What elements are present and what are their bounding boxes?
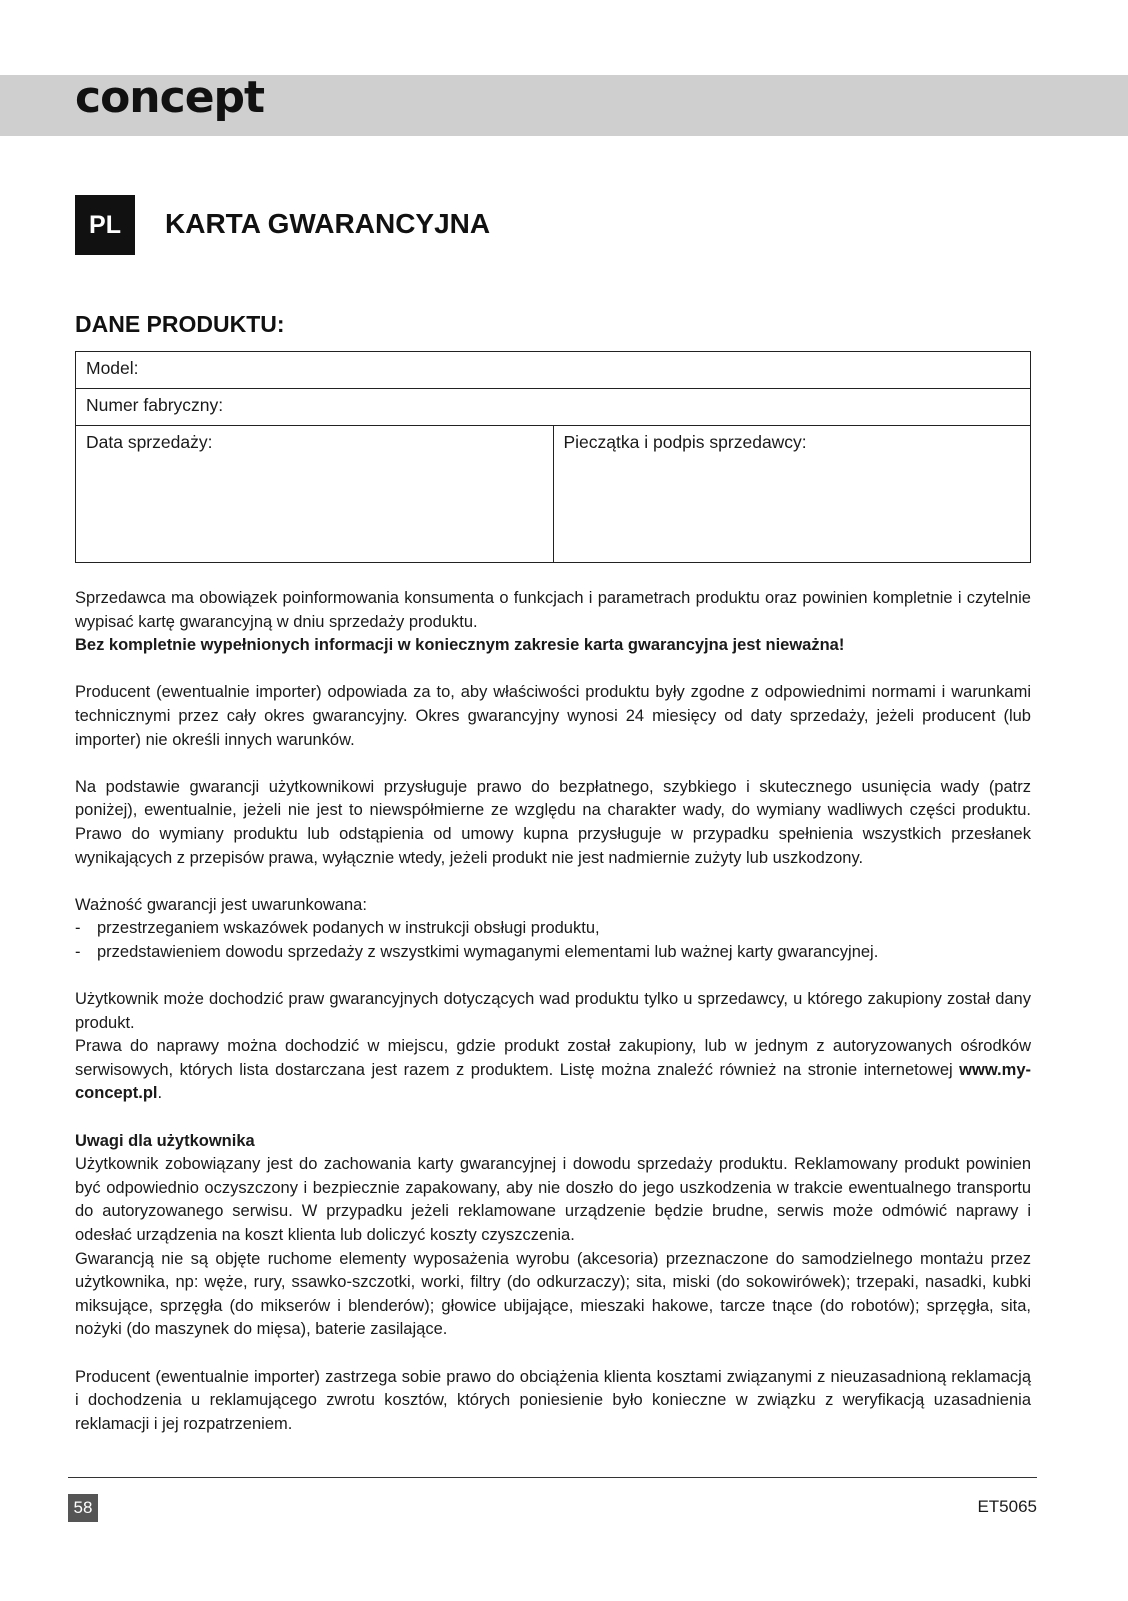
website-link[interactable]: www.my-concept.pl [75, 1060, 1031, 1103]
page-number: 58 [68, 1494, 98, 1522]
list-item: - przestrzeganiem wskazówek podanych w instrukcji obsługi produktu, [75, 919, 600, 938]
paragraph-exclusions: Gwarancją nie są objęte ruchome elementy wyposażenia wyrobu (akcesoria) przeznaczone do samodzielnego montażu przez użytkownika, np: węże, rury, ssawko-szczotki, worki, filtry (do odkurzaczy); sita, miski (do sokowirówek); trzepaki, nasadki, kubki miksujące, sprzęgła (do mikserów i blenderów); głowice ubijające, mieszaki hakowe, tarcze tnące (do robotów); sprzęgła, sita, nożyki (do maszynek do mięsa), baterie zasilające. [75, 1249, 1031, 1339]
list-item-text: przestrzeganiem wskazówek podanych w instrukcji obsługi produktu, [97, 919, 600, 938]
sale-date-field: Data sprzedaży: [76, 426, 554, 563]
serial-number-field: Numer fabryczny: [76, 389, 1031, 426]
validity-conditions-list [75, 917, 1031, 964]
model-field: Model: [76, 352, 1031, 389]
seller-stamp-field: Pieczątka i podpis sprzedawcy: [553, 426, 1031, 563]
paragraph-validity-intro: Ważność gwarancji jest uwarunkowana: [75, 895, 367, 914]
warranty-terms [75, 587, 1031, 1460]
paragraph-repair-location [75, 1035, 1031, 1106]
paragraph-warning: Bez kompletnie wypełnionych informacji w koniecznym zakresie karta gwarancyjna jest nieważna! [75, 636, 845, 655]
repair-location-end: . [157, 1084, 163, 1103]
list-item-text: przedstawieniem dowodu sprzedaży z wszystkimi wymaganymi elementami lub ważnej karty gwarancyjnej. [97, 942, 879, 961]
paragraph-seller-duty: Sprzedawca ma obowiązek poinformowania konsumenta o funkcjach i parametrach produktu oraz powinien kompletnie i czytelnie wypisać kartę gwarancyjną w dniu sprzedaży produktu. [75, 589, 1031, 631]
paragraph-rights: Na podstawie gwarancji użytkownikowi przysługuje prawo do bezpłatnego, szybkiego i skutecznego usunięcia wady (patrz poniżej), ewentualnie, jeżeli nie jest to niewspółmierne ze względu na charakter wady, do wymiany wadliwych części produktu. Prawo do wymiany produktu lub odstąpienia od umowy kupna przysługuje w przypadku spełnienia wszystkich przesłanek wynikających z przepisów prawa, wyłącznie wtedy, jeżeli produkt nie jest nadmiernie zużyty lub uszkodzony. [75, 777, 1031, 867]
repair-location-text: Prawa do naprawy można dochodzić w miejscu, gdzie produkt został zakupiony, lub w jednym z autoryzowanych ośrodków serwisowych, których lista dostarczana jest razem z produktem. Listę można znaleźć również na stronie internetowej [75, 1037, 1031, 1079]
footer-divider [68, 1477, 1037, 1478]
product-data-table [75, 351, 1031, 563]
list-item: - przedstawieniem dowodu sprzedaży z wszystkimi wymaganymi elementami lub ważnej karty gwarancyjnej. [75, 942, 879, 961]
brand-logo: concept [75, 72, 265, 123]
paragraph-user-obligations: Użytkownik zobowiązany jest do zachowania karty gwarancyjnej i dowodu sprzedaży produktu. Reklamowany produkt powinien być odpowiednio oczyszczony i bezpiecznie zapakowany, aby nie doszło do jego uszkodzenia w trakcie ewentualnego transportu do autoryzowanego serwisu. W przypadku jeżeli reklamowane urządzenie będzie brudne, serwis może odmówić naprawy i odesłać urządzenia na koszt klienta lub doliczyć koszty czyszczenia. [75, 1155, 1031, 1245]
model-code: ET5065 [977, 1497, 1037, 1516]
paragraph-costs: Producent (ewentualnie importer) zastrzega sobie prawo do obciążenia klienta kosztami związanymi z nieuzasadnioną reklamacją i dochodzenia u reklamującego zwrotu kosztów, których poniesienie było konieczne w związku z weryfikacją uzasadnienia reklamacji i jej rozpatrzeniem. [75, 1367, 1031, 1433]
notes-heading: Uwagi dla użytkownika [75, 1131, 255, 1150]
paragraph-claim-seller: Użytkownik może dochodzić praw gwarancyjnych dotyczących wad produktu tylko u sprzedawcy, u którego zakupiony został dany produkt. [75, 990, 1031, 1032]
language-badge: PL [75, 195, 135, 255]
paragraph-producent: Producent (ewentualnie importer) odpowiada za to, aby właściwości produktu były zgodne z odpowiednimi normami i warunkami technicznymi przez cały okres gwarancyjny. Okres gwarancyjny wynosi 24 miesięcy od daty sprzedaży, jeżeli producent (lub importer) nie określi innych warunków. [75, 683, 1031, 749]
section-title: DANE PRODUKTU: [75, 311, 285, 337]
page-title: KARTA GWARANCYJNA [165, 208, 491, 239]
